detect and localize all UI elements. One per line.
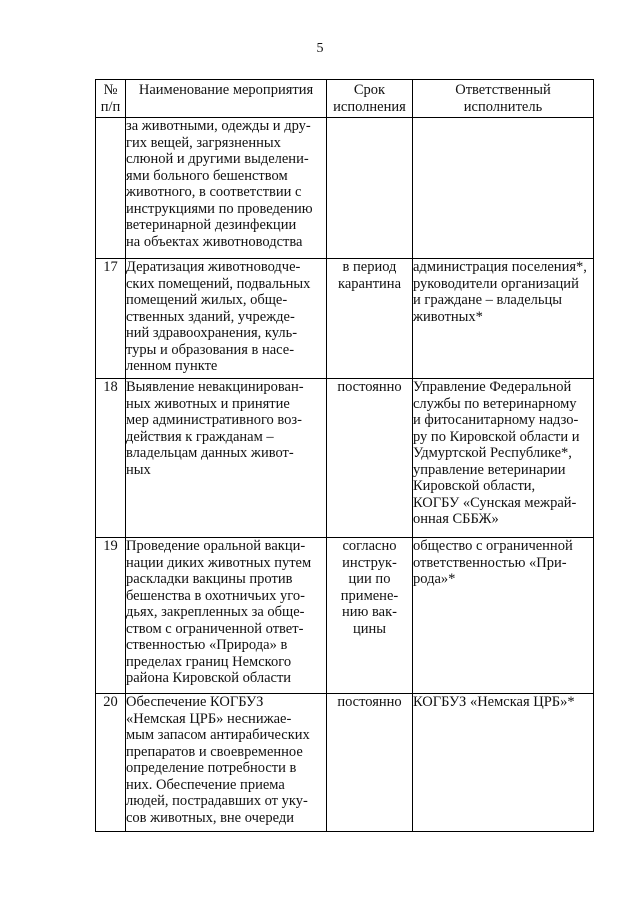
measure-responsible-line: рода»* bbox=[413, 571, 456, 587]
measure-responsible bbox=[413, 379, 594, 538]
measure-name-line: бешенства в охотничьих уго- bbox=[126, 587, 305, 604]
measure-name-line: пределах границ Немского bbox=[126, 653, 292, 670]
measure-term-line: ции по bbox=[348, 571, 391, 587]
measure-name-line: за животными, одежды и дру- bbox=[126, 118, 311, 134]
page-number: 5 bbox=[316, 41, 324, 56]
header-resp-line: исполнитель bbox=[463, 98, 543, 115]
measure-name-line: ленном пункте bbox=[126, 358, 218, 374]
header-term bbox=[327, 80, 413, 118]
header-name-text: Наименование мероприятия bbox=[138, 82, 314, 98]
measure-name-line: ветеринарной дезинфекции bbox=[126, 217, 297, 233]
measure-responsible bbox=[413, 538, 594, 694]
measure-name-line: Выявление невакцинирован- bbox=[126, 379, 304, 395]
measure-term-line: цины bbox=[352, 620, 387, 637]
measure-responsible-line: Удмуртской Республике*, bbox=[413, 445, 572, 461]
measure-name bbox=[126, 259, 327, 379]
table-row bbox=[96, 259, 594, 379]
measure-name-line: сов животных, вне очереди bbox=[126, 809, 294, 826]
measure-responsible-line: управление ветеринарии bbox=[413, 461, 566, 478]
measure-name-line: Проведение оральной вакци- bbox=[126, 538, 306, 554]
measure-name-line: действия к гражданам – bbox=[126, 428, 274, 445]
measure-responsible-line: администрация поселения*, bbox=[413, 259, 587, 275]
measure-name-line: владельцам данных живот- bbox=[126, 445, 294, 461]
measure-responsible-line: и фитосанитарному надзо- bbox=[413, 412, 579, 428]
measure-term-line: нию вак- bbox=[342, 604, 397, 620]
measure-responsible bbox=[413, 259, 594, 379]
measure-name-line: Дератизация животноводче- bbox=[126, 259, 301, 275]
header-responsible bbox=[413, 80, 594, 118]
measure-name-line: помещений жилых, обще- bbox=[126, 292, 288, 308]
row-number: 19 bbox=[96, 538, 126, 694]
row-number: 17 bbox=[96, 259, 126, 379]
measure-responsible-line: животных* bbox=[413, 308, 483, 325]
measure-name-line: «Немская ЦРБ» неснижае- bbox=[126, 710, 292, 727]
measure-responsible-line: общество с ограниченной bbox=[413, 538, 573, 554]
measure-term-line: карантина bbox=[338, 275, 401, 292]
measure-name bbox=[126, 538, 327, 694]
measure-name-line: ний здравоохранения, куль- bbox=[126, 325, 298, 341]
measure-name-line: ством с ограниченной ответ- bbox=[126, 620, 304, 637]
measure-term bbox=[327, 694, 413, 832]
table-row bbox=[96, 118, 594, 259]
measure-term-line: в период bbox=[342, 259, 397, 275]
measure-name-line: ственных зданий, учрежде- bbox=[126, 308, 295, 325]
measure-name bbox=[126, 118, 327, 259]
measure-responsible-line: ответственностью «При- bbox=[413, 554, 567, 571]
table-row bbox=[96, 694, 594, 832]
measure-name-line: мер административного воз- bbox=[126, 412, 302, 428]
measure-name-line: инструкциями по проведению bbox=[126, 200, 313, 217]
measure-responsible bbox=[413, 694, 594, 832]
measure-responsible-line: онная СББЖ» bbox=[413, 511, 499, 527]
measure-name-line: животного, в соответствии с bbox=[126, 184, 302, 200]
measure-name-line: препаратов и своевременное bbox=[126, 743, 303, 760]
header-term-line: исполнения bbox=[333, 98, 406, 115]
measure-name-line: на объектах животноводства bbox=[126, 233, 303, 250]
table-row bbox=[96, 538, 594, 694]
measure-responsible-line: ру по Кировской области и bbox=[413, 428, 580, 445]
table-header-row bbox=[96, 80, 594, 118]
measure-name-line: гих вещей, загрязненных bbox=[126, 134, 281, 151]
measure-term-line: постоянно bbox=[337, 379, 402, 395]
measure-name bbox=[126, 694, 327, 832]
measure-term-line: примене- bbox=[340, 587, 399, 604]
measure-name-line: них. Обеспечение приема bbox=[126, 776, 285, 793]
measure-term bbox=[327, 118, 413, 259]
measure-name-line: ями больного бешенством bbox=[126, 167, 288, 184]
measure-name-line: ных животных и принятие bbox=[126, 395, 290, 412]
measure-responsible-line: и граждане – владельцы bbox=[413, 292, 563, 308]
measure-name-line: слюной и другими выделени- bbox=[126, 151, 309, 167]
measure-name bbox=[126, 379, 327, 538]
header-num-line: № bbox=[103, 82, 118, 98]
measure-responsible-line: КОГБУЗ «Немская ЦРБ»* bbox=[413, 694, 575, 710]
measure-name-line: дьях, закрепленных за обще- bbox=[126, 604, 305, 620]
row-number: 20 bbox=[96, 694, 126, 832]
measure-responsible-line: Управление Федеральной bbox=[413, 379, 572, 395]
measure-term bbox=[327, 538, 413, 694]
header-num-line: п/п bbox=[100, 98, 121, 115]
measure-term-line: инструк- bbox=[342, 554, 397, 571]
header-resp-line: Ответственный bbox=[455, 82, 551, 98]
measure-responsible bbox=[413, 118, 594, 259]
header-term-line: Срок bbox=[353, 82, 386, 98]
measure-term bbox=[327, 259, 413, 379]
measure-name-line: района Кировской области bbox=[126, 670, 292, 686]
measure-term bbox=[327, 379, 413, 538]
measure-responsible-line: Кировской области, bbox=[413, 478, 536, 494]
measure-name-line: людей, пострадавших от уку- bbox=[126, 793, 308, 809]
measure-name-line: ственностью «Природа» в bbox=[126, 637, 288, 653]
row-number bbox=[96, 118, 126, 259]
measure-name-line: Обеспечение КОГБУЗ bbox=[126, 694, 264, 710]
measure-term-line: постоянно bbox=[337, 694, 402, 710]
measure-responsible-line: КОГБУ «Сунская межрай- bbox=[413, 494, 577, 511]
measure-name-line: нации диких животных путем bbox=[126, 554, 312, 571]
measure-term-line: согласно bbox=[342, 538, 397, 554]
measure-name-line: мым запасом антирабических bbox=[126, 727, 310, 743]
row-number: 18 bbox=[96, 379, 126, 538]
measure-responsible-line: руководители организаций bbox=[413, 275, 579, 292]
header-name bbox=[126, 80, 327, 118]
header-num bbox=[96, 80, 126, 118]
measure-name-line: туры и образования в насе- bbox=[126, 341, 295, 358]
measure-name-line: раскладки вакцины против bbox=[126, 571, 293, 587]
measure-name-line: определение потребности в bbox=[126, 760, 297, 776]
table-row bbox=[96, 379, 594, 538]
measure-name-line: ских помещений, подвальных bbox=[126, 275, 311, 292]
measures-table bbox=[95, 79, 594, 832]
measure-name-line: ных bbox=[126, 461, 151, 478]
measure-responsible-line: службы по ветеринарному bbox=[413, 395, 577, 412]
